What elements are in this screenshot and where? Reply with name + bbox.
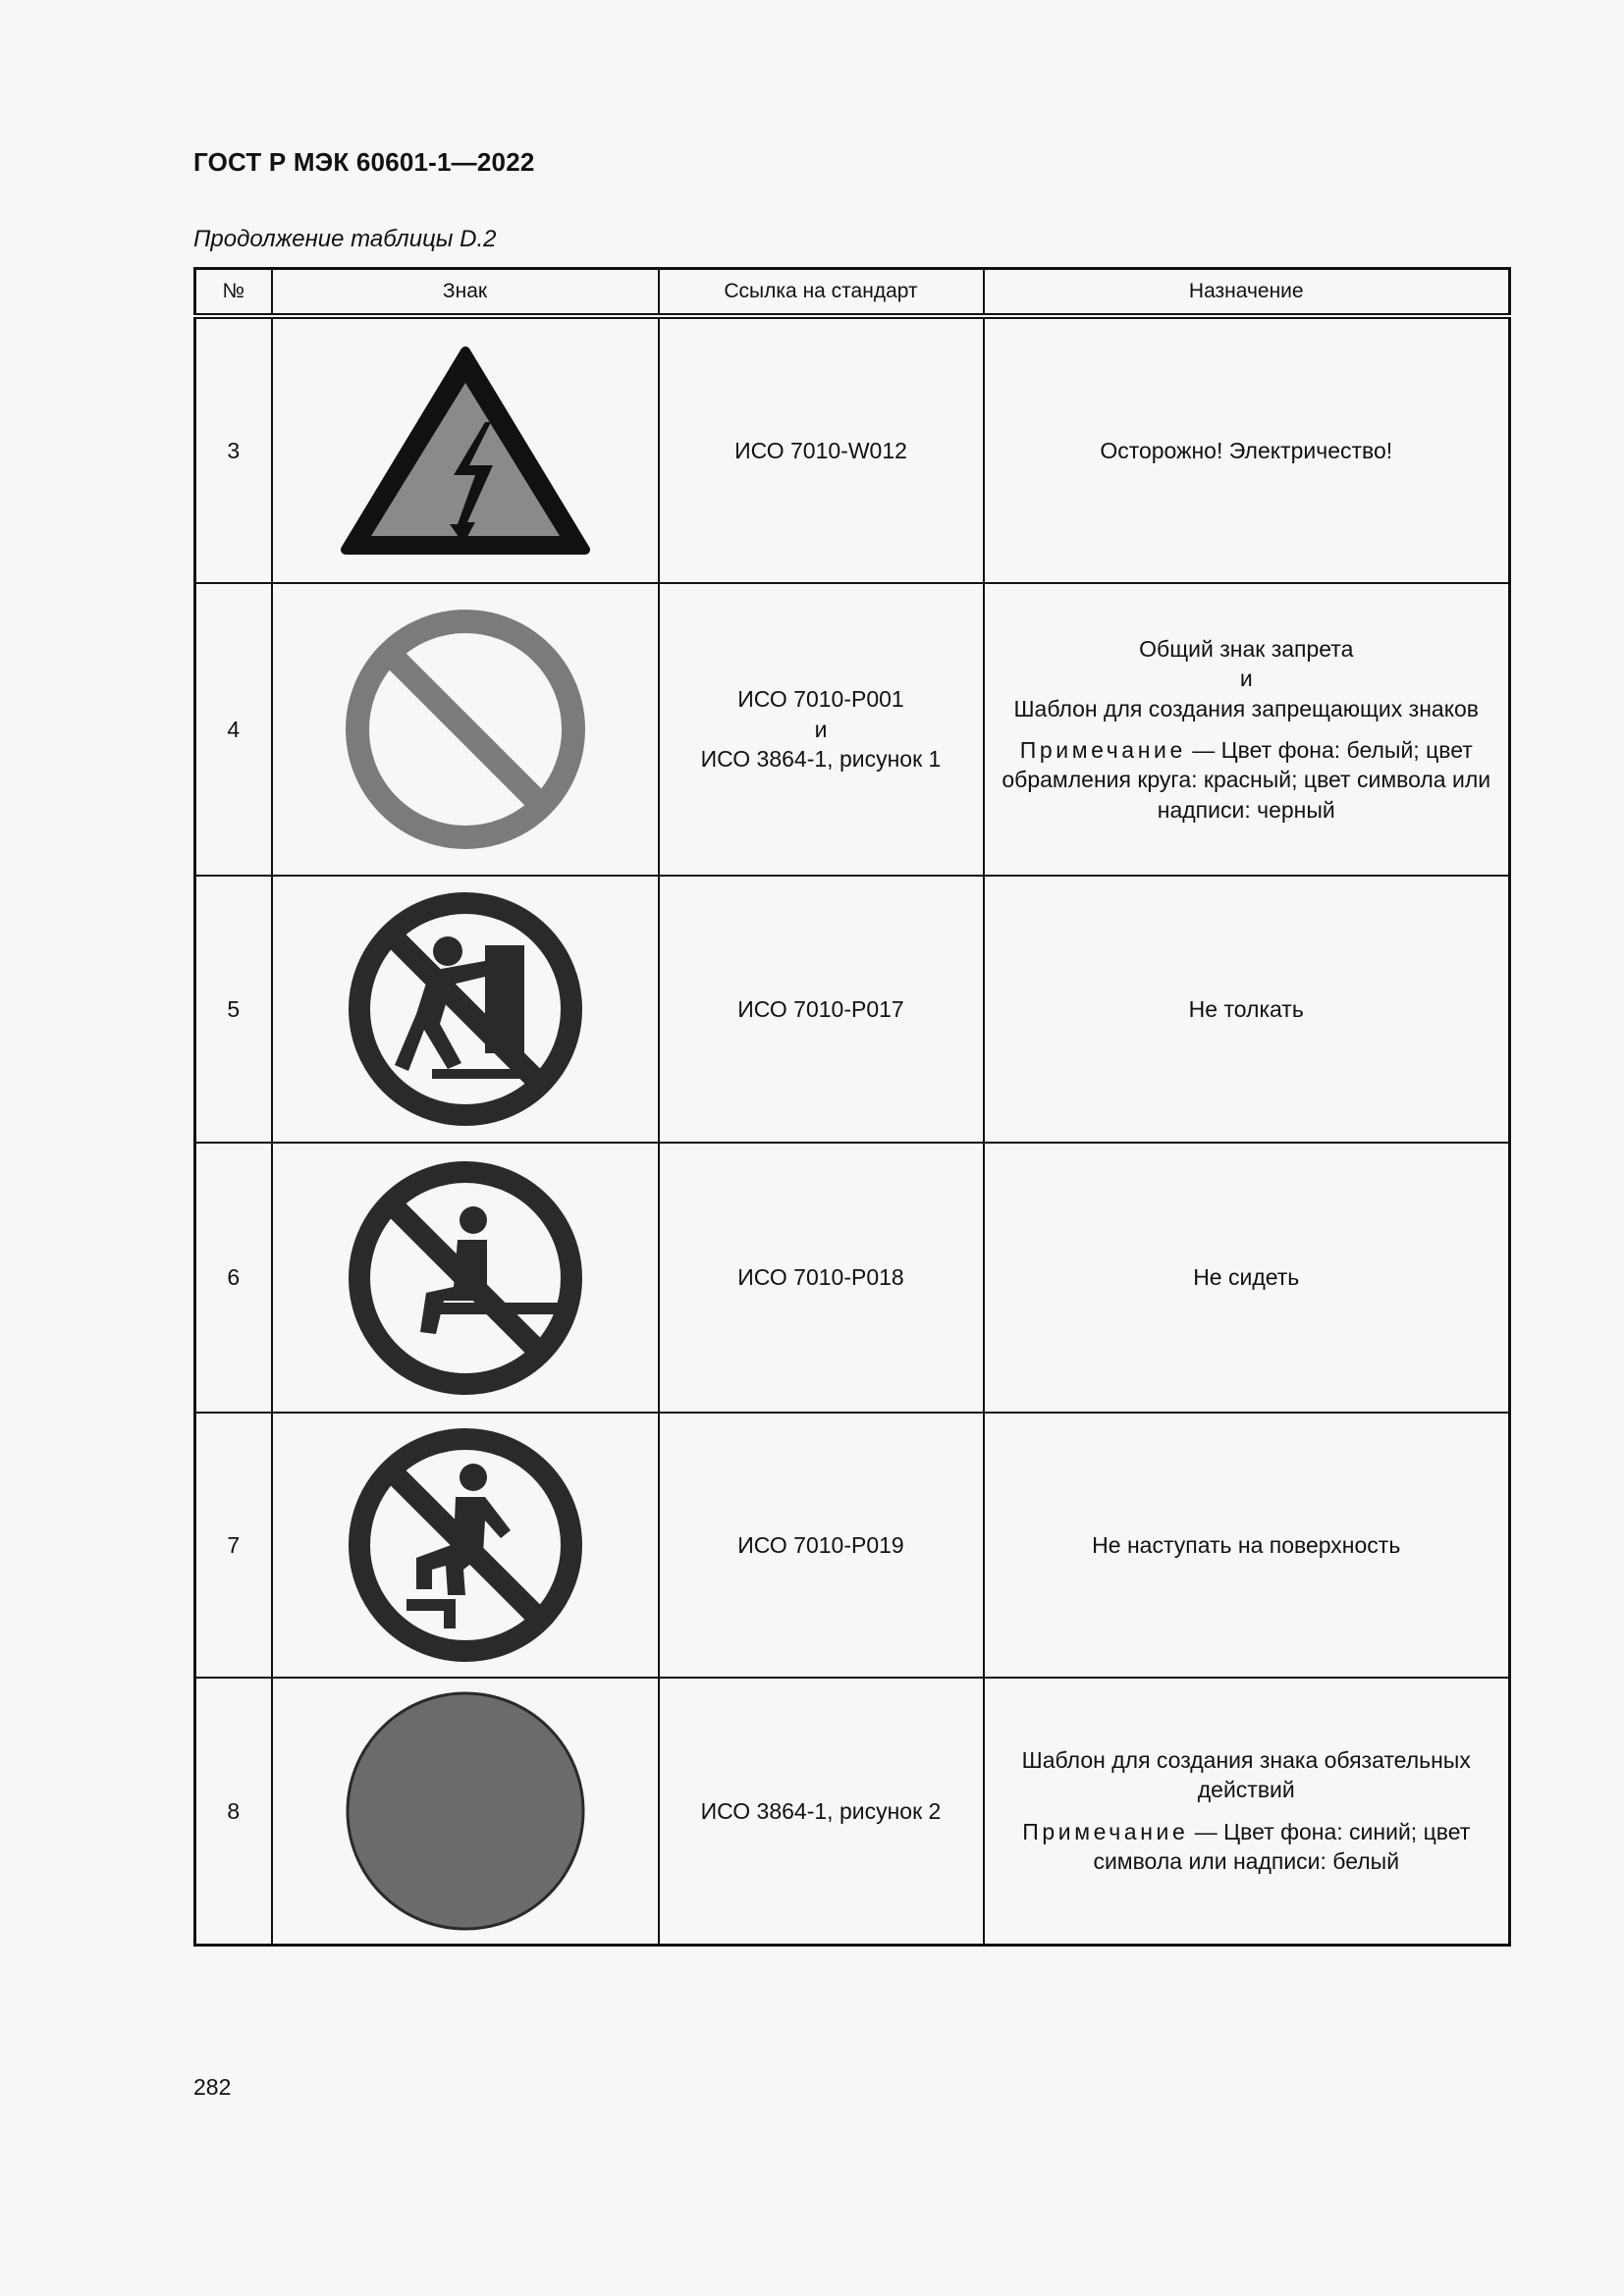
sign-cell [272,1678,659,1945]
mandatory-action-icon [338,1683,593,1939]
purpose-line: Не толкать [1188,995,1304,1022]
table-row [195,876,1510,1143]
reference-line: ИСО 7010-W012 [734,437,907,463]
note [999,1817,1495,1877]
no-sitting-icon [338,1155,593,1401]
column-header-purpose: Назначение [984,269,1510,317]
table-row [195,1678,1510,1945]
page-number: 282 [193,2074,232,2100]
row-number: 4 [195,583,272,876]
standard-reference [659,876,984,1143]
electricity-warning-icon [338,338,593,563]
table-header-row [195,269,1510,317]
reference-line: ИСО 7010-Р001 [737,686,904,713]
purpose-line: Шаблон для создания знака обязательных действий [1021,1747,1471,1803]
purpose-line: Не сидеть [1193,1264,1300,1291]
purpose-line: Общий знак запрета [1139,635,1354,662]
table-caption: Продолжение таблицы D.2 [193,226,497,252]
reference-line: ИСО 3864-1, рисунок 2 [700,1797,942,1824]
purpose-line: Осторожно! Электричество! [1100,437,1393,463]
reference-line: ИСО 3864-1, рисунок 1 [700,746,942,773]
standard-reference [659,1413,984,1678]
purpose-line: Не наступать на поверхность [1092,1531,1401,1558]
note-text: — Цвет фона: синий; цвет символа или надписи: белый [1093,1818,1471,1875]
reference-line: и [814,716,828,742]
sign-cell [272,876,659,1143]
standard-reference [659,316,984,583]
column-header-number: № [195,269,272,317]
purpose-cell [984,1413,1510,1678]
column-header-sign: Знак [272,269,659,317]
table-row [195,583,1510,876]
sign-cell [272,1143,659,1413]
purpose-line: Шаблон для создания запрещающих знаков [1013,695,1480,721]
row-number: 8 [195,1678,272,1945]
reference-line: ИСО 7010-Р017 [737,995,904,1022]
note-label: Примечание [1019,737,1186,763]
purpose-line: и [1239,666,1253,692]
sign-cell [272,1413,659,1678]
purpose-cell [984,1143,1510,1413]
reference-line: ИСО 7010-Р018 [737,1264,904,1291]
document-title: ГОСТ Р МЭК 60601-1—2022 [193,147,535,177]
standard-reference [659,1143,984,1413]
no-pushing-icon [338,886,593,1132]
note-label: Примечание [1022,1818,1189,1844]
note [999,735,1495,825]
no-stepping-icon [338,1422,593,1668]
table-row [195,1413,1510,1678]
table-row [195,316,1510,583]
purpose-cell [984,316,1510,583]
table-row [195,1143,1510,1413]
row-number: 6 [195,1143,272,1413]
column-header-reference: Ссылка на стандарт [659,269,984,317]
row-number: 7 [195,1413,272,1678]
row-number: 3 [195,316,272,583]
purpose-cell [984,1678,1510,1945]
purpose-cell [984,583,1510,876]
standard-reference [659,583,984,876]
sign-cell [272,583,659,876]
reference-line: ИСО 7010-Р019 [737,1531,904,1558]
note-text: — Цвет фона: белый; цвет обрамления круга: красный; цвет символа или надписи: черный [1001,737,1491,823]
general-prohibition-icon [338,602,593,857]
purpose-cell [984,876,1510,1143]
sign-cell [272,316,659,583]
signs-table [193,267,1511,1947]
standard-reference [659,1678,984,1945]
row-number: 5 [195,876,272,1143]
